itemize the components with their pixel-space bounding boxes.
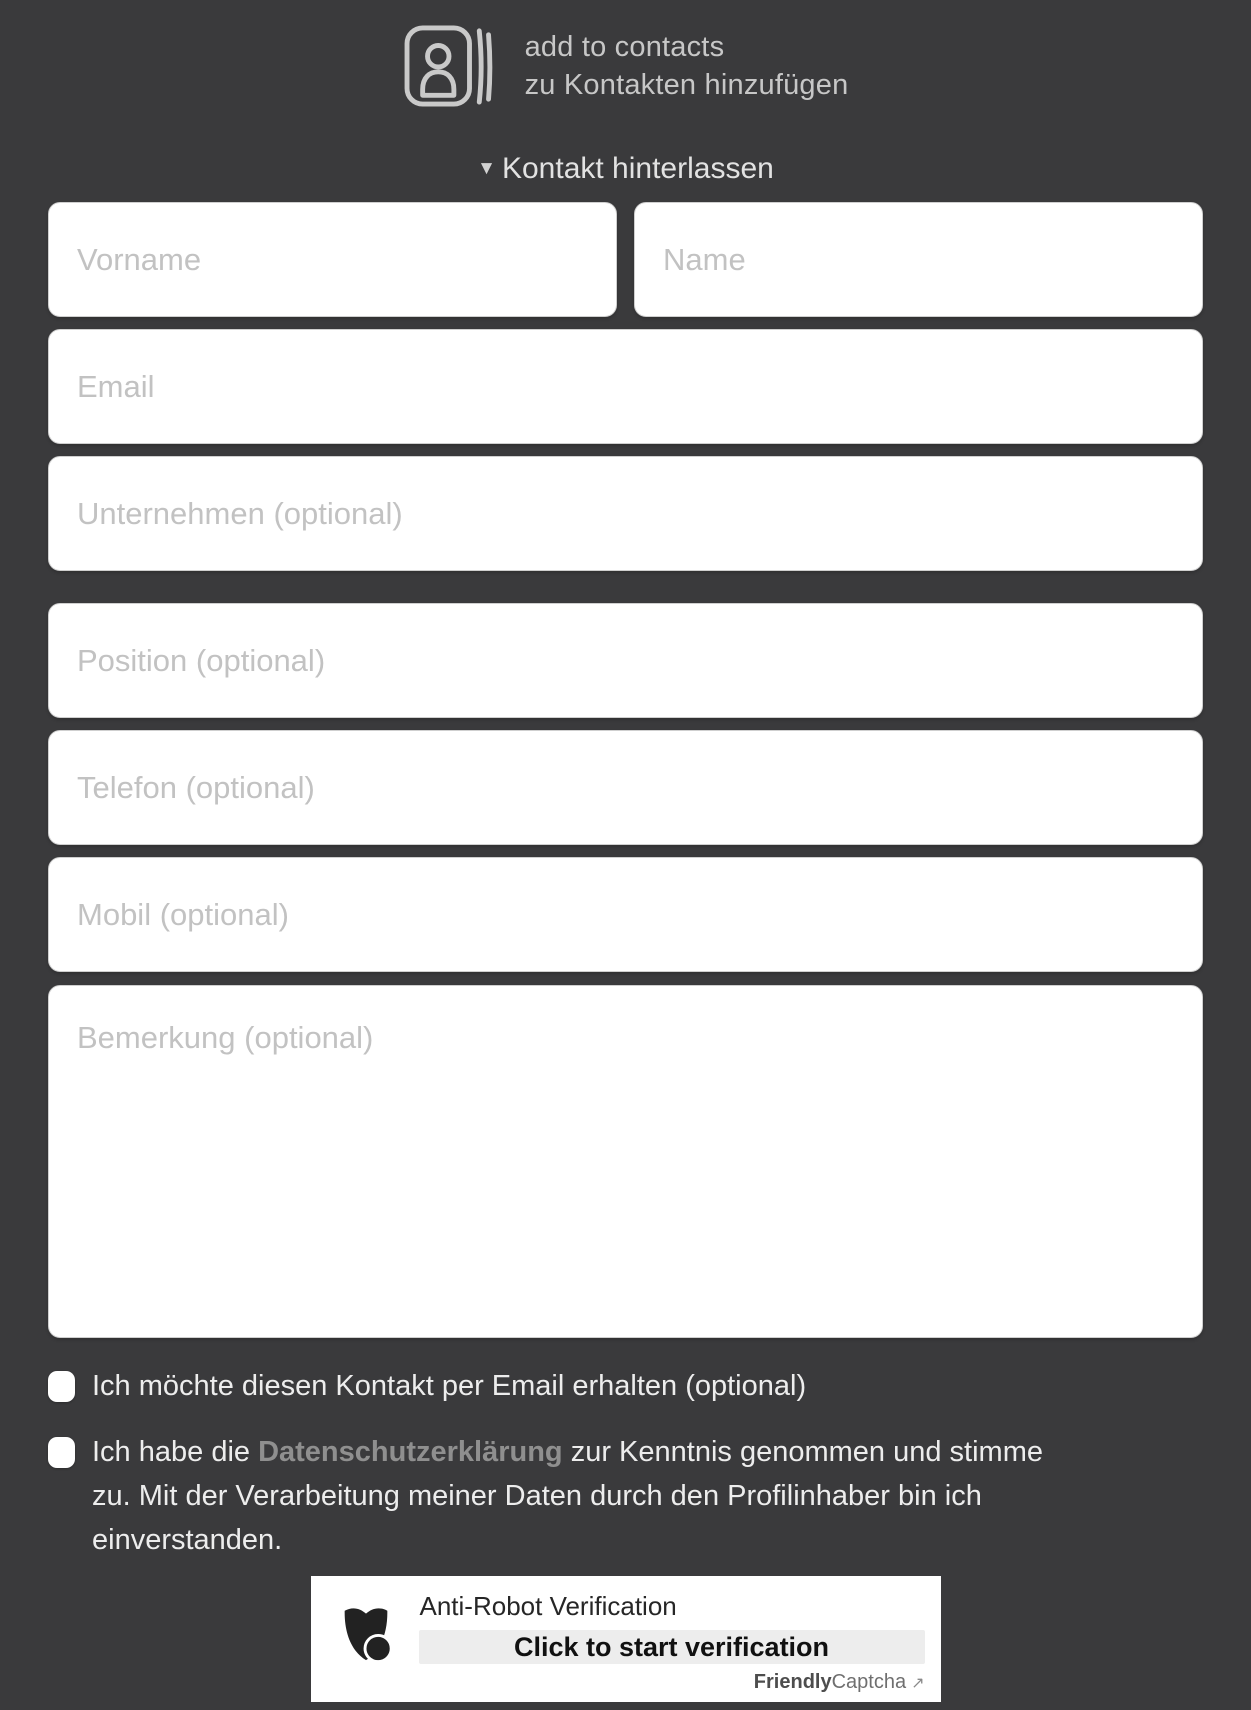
bemerkung-textarea[interactable] — [48, 985, 1203, 1338]
email-input[interactable] — [48, 329, 1203, 444]
unternehmen-input[interactable] — [48, 456, 1203, 571]
privacy-text-before: Ich habe die — [92, 1436, 259, 1468]
privacy-row — [48, 1430, 1203, 1562]
privacy-text-after: zur Kenntnis genommen und stimme zu. Mit der Verarbeitung meiner Daten durch den Profilinhaber bin ich einverstanden. — [92, 1436, 1043, 1556]
captcha-main — [419, 1589, 925, 1694]
vorname-input[interactable] — [48, 202, 617, 317]
header-line-de: zu Kontakten hinzufügen — [524, 69, 849, 101]
contact-form — [48, 202, 1203, 1562]
privacy-policy-link[interactable]: Datenschutzerklärung — [258, 1436, 563, 1468]
brand-captcha: Captcha — [831, 1671, 907, 1693]
add-to-contacts-header — [0, 0, 1251, 108]
mobil-input[interactable] — [48, 857, 1203, 972]
section-title: Kontakt hinterlassen — [501, 152, 774, 185]
chevron-down-icon: ▼ — [477, 158, 496, 179]
email-copy-checkbox[interactable] — [48, 1371, 75, 1402]
header-text — [525, 28, 849, 104]
captcha-brand-link[interactable] — [754, 1671, 925, 1694]
header-line-en: add to contacts — [524, 31, 725, 63]
telefon-input[interactable] — [48, 730, 1203, 845]
section-toggle[interactable] — [0, 152, 1251, 186]
contact-card-icon — [403, 25, 495, 107]
email-copy-row — [48, 1364, 1203, 1408]
name-input[interactable] — [634, 202, 1203, 317]
captcha-start-button[interactable]: Click to start verification — [419, 1630, 925, 1664]
privacy-label — [92, 1430, 1080, 1562]
shield-icon — [335, 1599, 397, 1667]
external-link-icon: ↗ — [911, 1675, 925, 1692]
friendly-captcha-widget — [311, 1576, 941, 1702]
position-input[interactable] — [48, 603, 1203, 718]
brand-friendly: Friendly — [753, 1671, 832, 1693]
name-row — [48, 202, 1203, 317]
privacy-checkbox[interactable] — [48, 1437, 75, 1468]
captcha-title: Anti-Robot Verification — [419, 1591, 677, 1621]
email-copy-label: Ich möchte diesen Kontakt per Email erhalten (optional) — [92, 1370, 807, 1402]
